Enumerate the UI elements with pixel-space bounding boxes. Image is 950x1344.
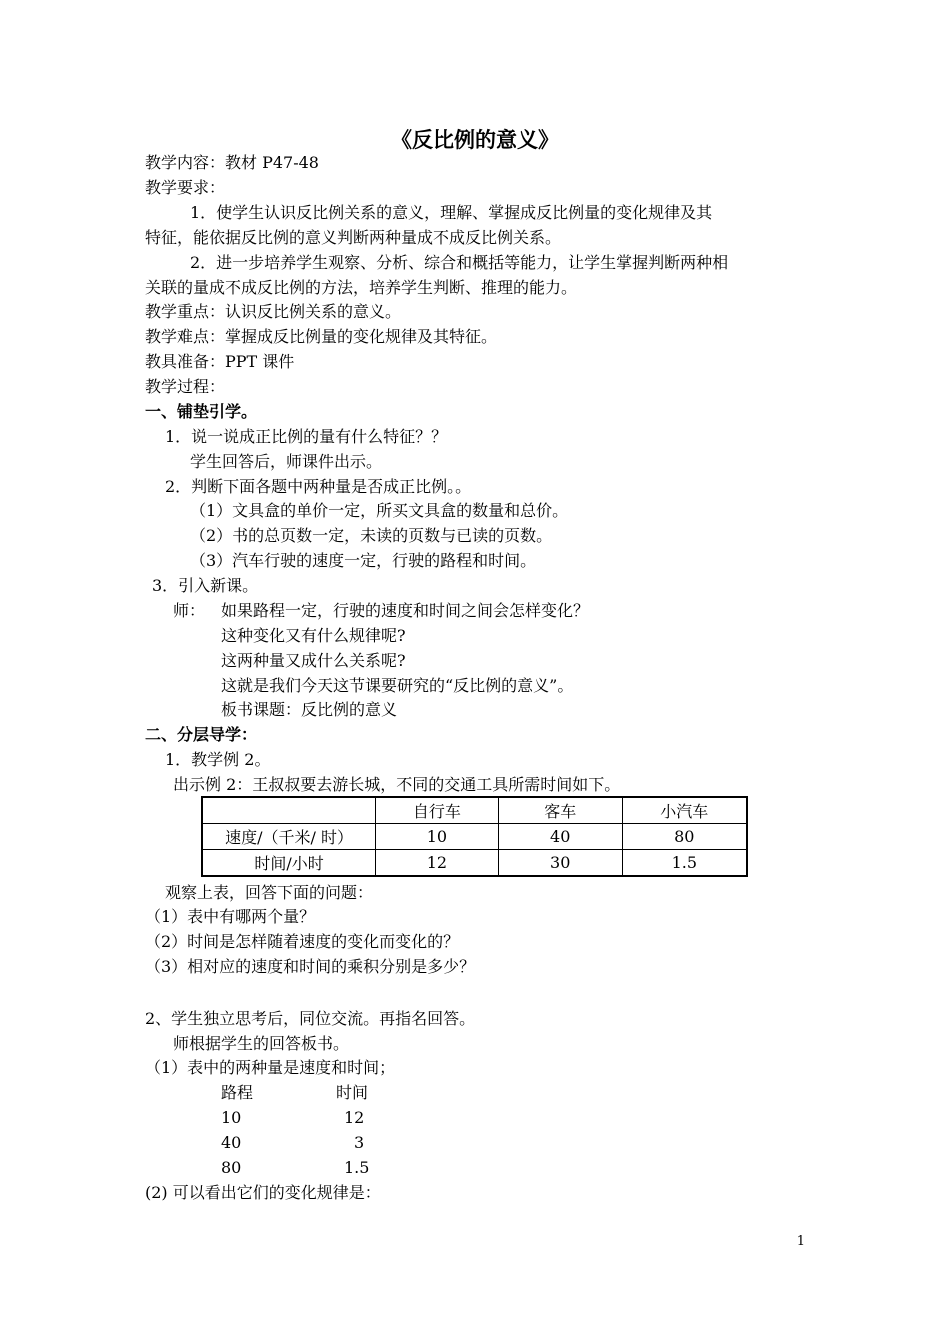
section-2-item-2-sub: 师根据学生的回答板书。 xyxy=(173,1034,350,1053)
column-label-time: 时间 xyxy=(336,1083,369,1102)
table-cell: 10 xyxy=(376,824,499,850)
section-1-item-1: 1．说一说成正比例的量有什么特征？？ xyxy=(165,427,448,446)
transport-table xyxy=(201,796,748,877)
table-header-cell: 客车 xyxy=(498,797,622,824)
pair-value: 1.5 xyxy=(344,1158,370,1177)
section-1-heading: 一、铺垫引学。 xyxy=(145,402,258,421)
section-2-heading: 二、分层导学： xyxy=(145,725,258,744)
answer-1: （1）表中的两种量是速度和时间； xyxy=(145,1058,396,1077)
table-header-cell: 自行车 xyxy=(376,797,499,824)
requirement-2-line2: 关联的量成不成反比例的方法，培养学生判断、推理的能力。 xyxy=(145,278,578,297)
teacher-label: 师： xyxy=(173,601,206,620)
teacher-line-3: 这两种量又成什么关系呢? xyxy=(221,651,406,670)
table-cell: 时间/小时 xyxy=(202,850,376,877)
section-1-item-2: 2．判断下面各题中两种量是否成正比例。。 xyxy=(165,477,472,496)
table-cell: 1.5 xyxy=(622,850,747,877)
teaching-tools: 教具准备：PPT 课件 xyxy=(145,352,295,371)
example-2-text: 出示例 2：王叔叔要去游长城，不同的交通工具所需时间如下。 xyxy=(173,775,621,794)
pair-value: 12 xyxy=(344,1108,365,1127)
table-cell: 速度/（千米/ 时） xyxy=(202,824,376,850)
requirement-1-line1: 1．使学生认识反比例关系的意义，理解、掌握成反比例量的变化规律及其 xyxy=(190,203,713,222)
pair-value: 40 xyxy=(221,1133,242,1152)
answer-2: (2) 可以看出它们的变化规律是： xyxy=(145,1183,381,1202)
section-2-item-2: 2、学生独立思考后，同位交流。再指名回答。 xyxy=(145,1009,476,1028)
question-2: （2）时间是怎样随着速度的变化而变化的？ xyxy=(145,932,460,951)
table-row xyxy=(202,824,747,850)
section-1-item-2-a: （1）文具盒的单价一定，所买文具盒的数量和总价。 xyxy=(190,501,569,520)
table-header-cell xyxy=(202,797,376,824)
teaching-content: 教学内容：教材 P47-48 xyxy=(145,153,319,172)
table-row xyxy=(202,850,747,877)
pair-value: 3 xyxy=(354,1133,365,1152)
table-cell: 12 xyxy=(376,850,499,877)
table-header-row xyxy=(202,797,747,824)
document-title: 《反比例的意义》 xyxy=(391,128,559,152)
observe-text: 观察上表，回答下面的问题： xyxy=(165,883,374,902)
teacher-line-1: 如果路程一定，行驶的速度和时间之间会怎样变化？ xyxy=(221,601,590,620)
page-number: 1 xyxy=(796,1234,805,1249)
difficulty: 教学难点：掌握成反比例量的变化规律及其特征。 xyxy=(145,327,498,346)
requirements-label: 教学要求： xyxy=(145,178,226,197)
section-1-item-2-b: （2）书的总页数一定，未读的页数与已读的页数。 xyxy=(190,526,553,545)
requirement-1-line2: 特征，能依据反比例的意义判断两种量成不成反比例关系。 xyxy=(145,228,562,247)
table-cell: 80 xyxy=(622,824,747,850)
table-cell: 40 xyxy=(498,824,622,850)
section-1-item-1-sub: 学生回答后，师课件出示。 xyxy=(190,452,383,471)
column-label-distance: 路程 xyxy=(221,1083,254,1102)
section-1-item-3: 3．引入新课。 xyxy=(152,576,259,595)
key-point: 教学重点：认识反比例关系的意义。 xyxy=(145,302,402,321)
table-cell: 30 xyxy=(498,850,622,877)
requirement-2-line1: 2．进一步培养学生观察、分析、综合和概括等能力，让学生掌握判断两种相 xyxy=(190,253,729,272)
question-3: （3）相对应的速度和时间的乘积分别是多少？ xyxy=(145,957,476,976)
section-2-item-1: 1．教学例 2。 xyxy=(165,750,271,769)
teacher-line-2: 这种变化又有什么规律呢? xyxy=(221,626,406,645)
teacher-line-5: 板书课题：反比例的意义 xyxy=(221,700,398,719)
question-1: （1）表中有哪两个量？ xyxy=(145,907,316,926)
section-1-item-2-c: （3）汽车行驶的速度一定，行驶的路程和时间。 xyxy=(190,551,537,570)
teaching-process: 教学过程： xyxy=(145,377,226,396)
pair-value: 80 xyxy=(221,1158,242,1177)
table-header-cell: 小汽车 xyxy=(622,797,747,824)
teacher-line-4: 这就是我们今天这节课要研究的“反比例的意义”。 xyxy=(221,676,574,695)
pair-value: 10 xyxy=(221,1108,242,1127)
